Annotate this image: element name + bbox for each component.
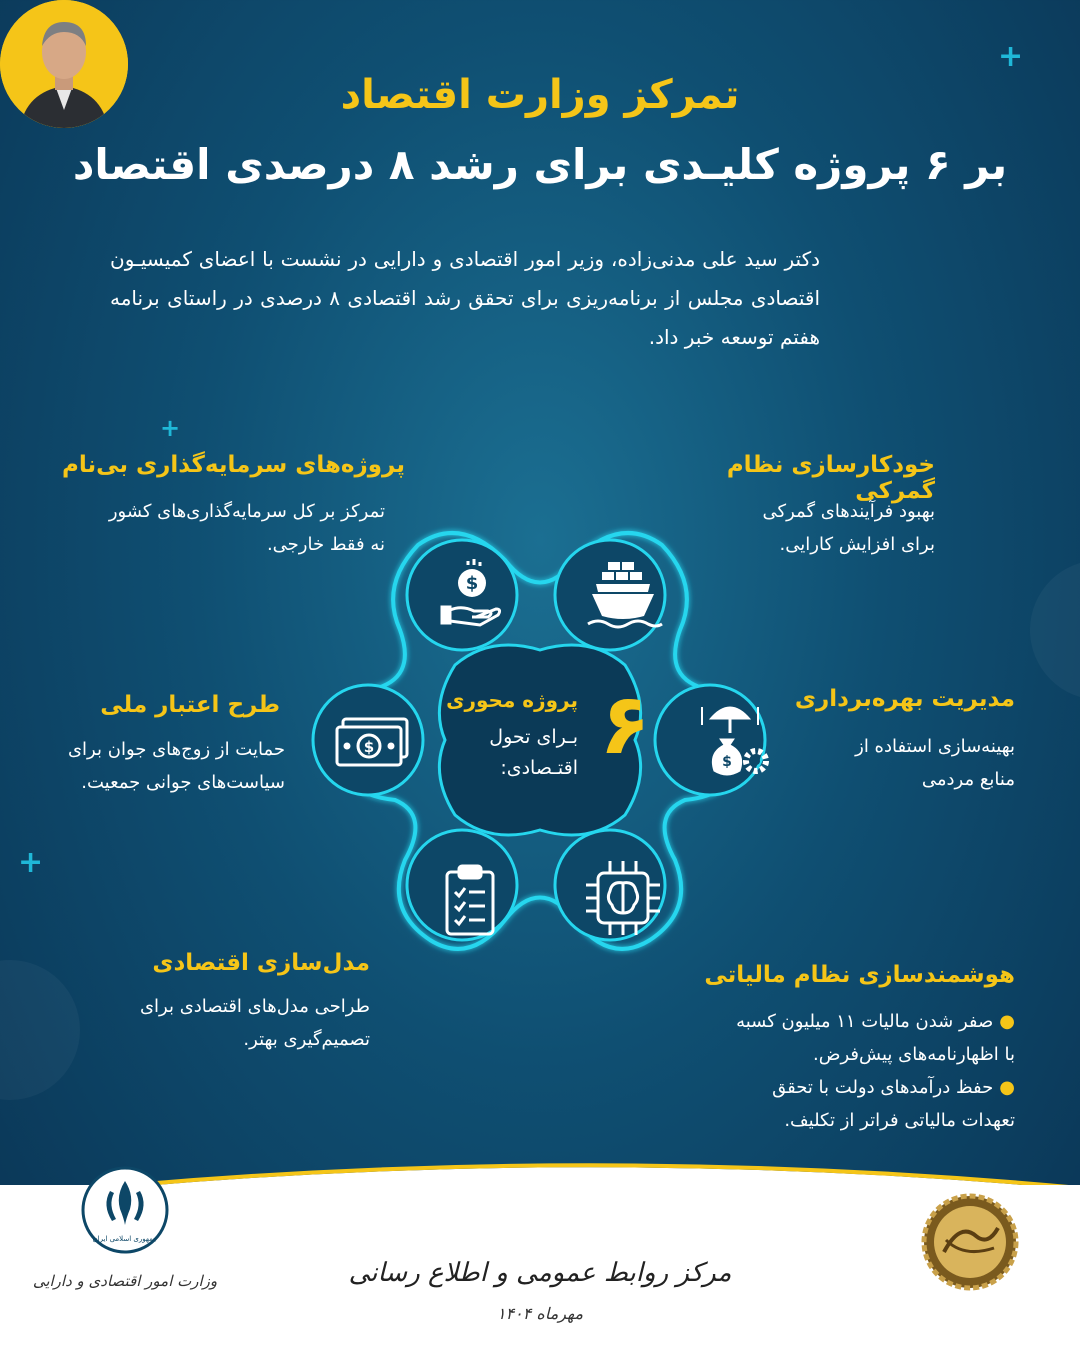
project-tax-description — [660, 1005, 1015, 1137]
emblem-logo — [80, 1165, 170, 1255]
emblem-caption: جمهوری اسلامی ایران — [92, 1235, 158, 1243]
project-investment-description — [40, 495, 385, 561]
project-exploitation-description — [760, 730, 1015, 796]
bullet-line: ● حفظ درآمدهای دولت با تحقق — [660, 1071, 1015, 1104]
project-modeling-title: مدل‌سازی اقتصادی — [152, 950, 370, 976]
center-subtitle-line: بـرای تحول — [489, 726, 578, 748]
project-investment-title: پروژه‌های سرمایه‌گذاری بی‌نام — [61, 452, 405, 478]
banknotes-icon — [333, 705, 413, 775]
project-customs-title: خودکارسازی نظام گمرکی — [726, 452, 935, 504]
ai-chip-icon — [580, 855, 666, 941]
center-subtitle-line: اقتـصادی: — [500, 757, 578, 779]
plus-decor-icon: + — [160, 414, 181, 442]
description-line: تمرکز بر کل سرمایه‌گذاری‌های کشور — [108, 501, 385, 522]
description-line: نه فقط خارجی. — [266, 534, 385, 555]
bullet-line: ● صفر شدن مالیات ۱۱ میلیون کسبه — [660, 1005, 1015, 1038]
description-line: منابع مردمی — [921, 769, 1015, 790]
description-line: طراحی مدل‌های اقتصادی برای — [139, 996, 370, 1017]
project-customs-description — [640, 495, 935, 561]
plus-decor-icon: + — [18, 845, 44, 880]
description-line: برای افزایش کارایی. — [779, 534, 935, 555]
project-credit-title: طرح اعتبار ملی — [100, 692, 280, 718]
page-title: تمرکز وزارت اقتصاد — [340, 72, 740, 118]
money-hand-icon — [432, 555, 512, 635]
description-line: حمایت از زوج‌های جوان برای — [67, 739, 285, 760]
project-exploitation-title: مدیریت بهره‌برداری — [794, 686, 1015, 712]
svg-text:$: $ — [722, 754, 732, 770]
clipboard-checklist-icon — [437, 862, 507, 942]
svg-text:$: $ — [363, 738, 375, 756]
description-line: تصمیم‌گیری بهتر. — [243, 1029, 370, 1050]
public-relations-center-name: مرکز روابط عمومی و اطلاع رسانی — [348, 1258, 732, 1288]
page-subtitle: بر ۶ پروژه کلیـدی برای رشد ۸ درصدی اقتصاد — [72, 140, 1008, 189]
center-title: پروژه محوری — [446, 688, 578, 712]
svg-text:$: $ — [465, 573, 479, 594]
project-credit-description — [20, 733, 285, 799]
intro-paragraph: دکتر سید علی مدنی‌زاده، وزیر امور اقتصادی و دارایی در نشست با اعضای کمیسیـون اقتصادی مجلس از برنامه‌ریزی برای تحقق رشد اقتصادی ۸ درصدی در راستای برنامه هفتم توسعه خبر داد. — [110, 247, 820, 349]
background-decor-circle — [0, 960, 80, 1100]
ship-icon — [578, 550, 668, 640]
description-line: بهبود فرآیندهای گمرکی — [762, 501, 935, 522]
project-modeling-description — [70, 990, 370, 1056]
center-number: ۶ — [599, 675, 651, 773]
project-tax-title: هوشمندسازی نظام مالیاتی — [704, 962, 1015, 988]
description-line: بهینه‌سازی استفاده از — [855, 736, 1015, 757]
description-line: سیاست‌های جوانی جمعیت. — [81, 772, 285, 793]
description-line: تعهدات مالیاتی فراتر از تکلیف. — [784, 1110, 1015, 1131]
ministry-name: وزارت امور اقتصادی و دارایی — [32, 1272, 218, 1290]
description-line: با اظهارنامه‌های پیش‌فرض. — [813, 1044, 1015, 1065]
plus-decor-icon: + — [998, 39, 1024, 74]
background-decor-circle — [1030, 560, 1080, 700]
publication-date: مهرماه ۱۴۰۴ — [496, 1304, 584, 1323]
center-subtitle — [440, 722, 578, 784]
year-logo-seal — [920, 1192, 1020, 1292]
